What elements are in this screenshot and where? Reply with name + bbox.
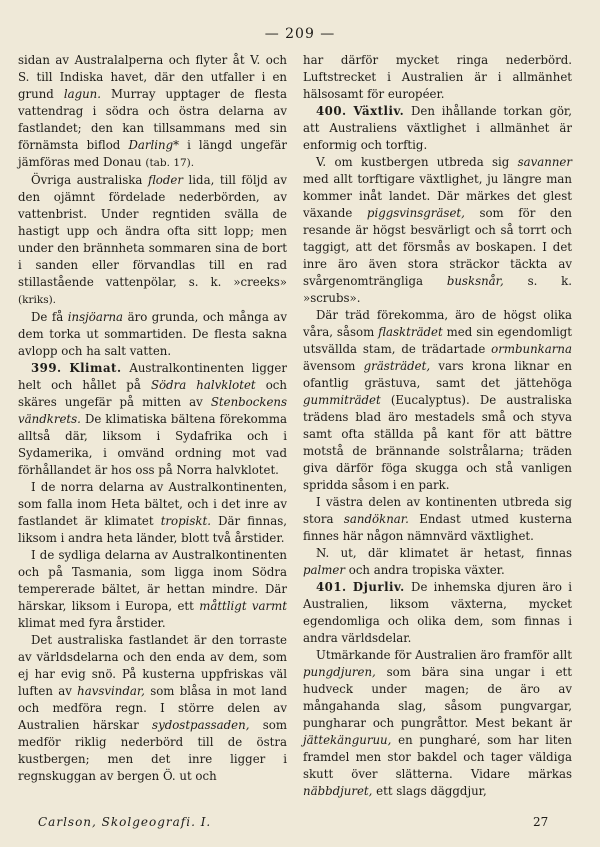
- paragraph: har därför mycket ringa nederbörd. Luftstrecket i Australien är i allmänhet hälsosamt för européer.: [303, 53, 572, 101]
- paragraph: V. om kustbergen utbreda sig savanner med allt torftigare växtlighet, ju längre man kommer inåt landet. Där märkes det glest växande piggsvinsgräset, som för den resande är högst besvärligt och så torrt och taggigt, att det försmås av boskapen. I det inre äro även stora sträckor täckta av svårgenomträngliga busksnår, s. k. »scrubs».: [303, 155, 572, 305]
- section-401: 401. Djurliv. De inhemska djuren äro i Australien, liksom växterna, mycket egendomliga och olika dem, som finnas i andra världsdelar.: [303, 580, 572, 645]
- paragraph: I de sydliga delarna av Australkontinenten och på Tasmania, som ligga inom Södra tempererade bältet, är hettan mindre. Där härskar, liksom i Europa, ett måttligt varmt klimat med fyra årstider.: [18, 548, 287, 630]
- page-footer: [0, 815, 600, 835]
- section-title-klimat: Klimat.: [69, 361, 122, 375]
- footer-source: Carlson, Skolgeografi. I.: [38, 815, 212, 829]
- paragraph: Det australiska fastlandet är den torraste av världsdelarna och den enda av dem, som ej har evig snö. På kusterna uppfriskas väl luften av havsvindar, som blåsa in mot land och medföra regn. I större delen av Australien härskar sydostpassaden, som medför riklig nederbörd till de östra kustbergen; men det inre ligger i regnskuggan av bergen Ö. ut och: [18, 633, 287, 783]
- paragraph: Utmärkande för Australien äro framför allt pungdjuren, som bära sina ungar i ett hudveck under magen; de äro av mångahanda slag, såsom pungvargar, pungharar och pungråttor. Mest bekant är jättekänguruu, en pungharé, som har liten framdel men stor bakdel och tager väldiga skutt över slätterna. Vidare märkas näbbdjuret, ett slags däggdjur,: [303, 648, 572, 798]
- paragraph: sidan av Australalperna och flyter åt V. och S. till Indiska havet, där den utfaller i en grund lagun. Murray upptager de flesta vattendrag i södra och östra delarna av fastlandet; den kan tillsammans med sin förnämsta biflod Darling* i längd ungefär jämföras med Donau (tab. 17).: [18, 53, 287, 169]
- section-399: 399. Klimat. Australkontinenten ligger helt och hållet på Södra halvklotet och skäres ungefär på mitten av Stenbockens vändkrets. De klimatiska bältena förekomma alltså där, liksom i Sydafrika och i Sydamerika, i omvänd ordning mot vad förhållandet är hos oss på Norra halvklotet.: [18, 361, 287, 477]
- right-column: [303, 52, 572, 800]
- paragraph: I de norra delarna av Australkontinenten, som falla inom Heta bältet, och i det inre av fastlandet är klimatet tropiskt. Där finnas, liksom i andra heta länder, blott två årstider.: [18, 480, 287, 545]
- paragraph: I västra delen av kontinenten utbreda sig stora sandöknar. Endast utmed kusterna finnes här någon nämnvärd växtlighet.: [303, 495, 572, 543]
- paragraph: Där träd förekomma, äro de högst olika våra, såsom flaskträdet med sin egendomligt utsvällda stam, de trädartade ormbunkarna ävensom grästrädet, vars krona liknar en ofantlig grästuva, samt det jättehöga gummiträdet (Eucalyptus). De australiska trädens blad äro mestadels små och styva samt ofta ställda på kant för att bättre motstå de brännande solstrålarna; träden giva därför föga skugga och stå vanligen spridda såsom i en park.: [303, 308, 572, 492]
- paragraph: Övriga australiska floder lida, till följd av den ojämnt fördelade nederbörden, av vattenbrist. Under regntiden svälla de hastigt upp och ändra ofta sitt lopp; men under den brännheta sommaren sina de bort i sanden eller förvandlas till en rad stillastående vattenpölar, s. k. »creeks» (kriks).: [18, 173, 287, 306]
- section-title-vaxtliv: Växtliv.: [353, 104, 405, 118]
- footer-signature-number: 27: [533, 815, 549, 829]
- left-column: [18, 52, 287, 785]
- section-title-djurliv: Djurliv.: [352, 580, 405, 594]
- section-400: 400. Växtliv. Den ihållande torkan gör, att Australiens växtlighet i allmänhet är enformig och torftig.: [303, 104, 572, 152]
- paragraph: N. ut, där klimatet är hetast, finnas palmer och andra tropiska växter.: [303, 546, 572, 577]
- paragraph: De få insjöarna äro grunda, och många av dem torka ut sommartiden. De flesta sakna avlopp och ha salt vatten.: [18, 310, 287, 358]
- page-number: — 209 —: [264, 26, 336, 42]
